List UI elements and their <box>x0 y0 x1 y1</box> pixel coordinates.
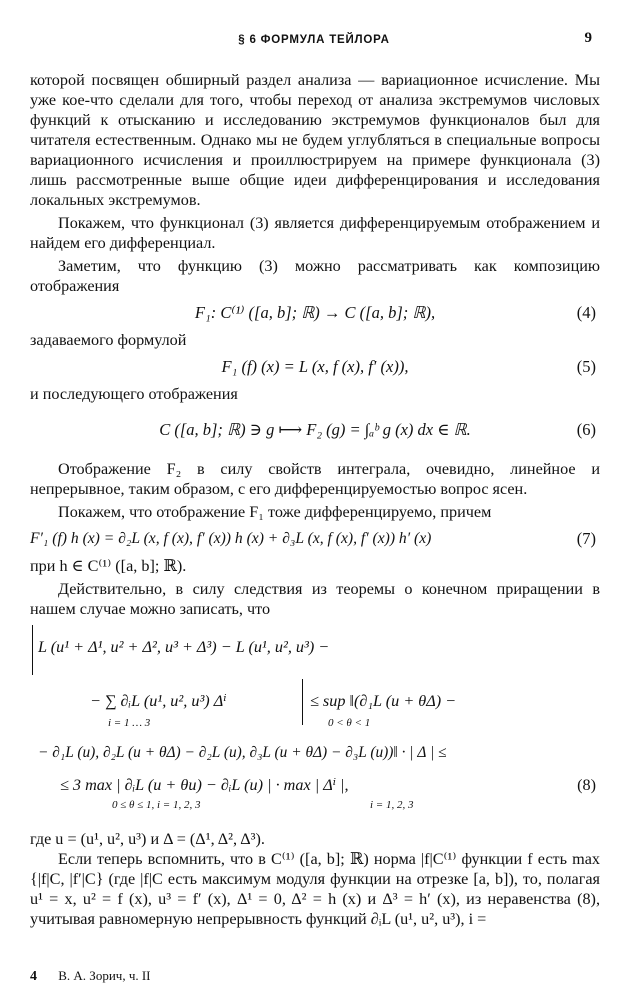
paragraph: и последующего отображения <box>30 385 238 403</box>
inequality-line: ≤ 3 max | ∂ᵢL (u + θu) − ∂ᵢL (u) | · max | Δⁱ |, <box>60 776 349 794</box>
equation-number: (7) <box>576 529 596 548</box>
paragraph: Заметим, что функцию (3) можно рассматривать как композицию отображения <box>30 257 600 295</box>
signature-text: В. А. Зорич, ч. II <box>58 968 151 983</box>
inequality-line: ≤ sup ‖(∂₁L (u + θΔ) − <box>310 692 457 710</box>
sup-subscript: 0 < θ < 1 <box>328 717 371 729</box>
paragraph: где u = (u¹, u², u³) и Δ = (Δ¹, Δ², Δ³). <box>30 830 265 848</box>
equation <box>30 296 600 330</box>
signature-footer <box>30 968 151 985</box>
max-subscript: i = 1, 2, 3 <box>370 799 414 811</box>
equation <box>30 522 600 556</box>
equation-number: (5) <box>576 357 596 376</box>
page-number: 9 <box>584 30 592 46</box>
signature-number: 4 <box>30 969 37 984</box>
sum-limits: i = 1 … 3 <box>108 717 151 729</box>
equation-number: (4) <box>576 303 596 322</box>
paragraph: которой посвящен обширный раздел анализа — вариационное исчисление. Мы уже кое-что сделали для того, чтобы переход от анализа экстремумов числовых функций к отысканию и исследованию экстремумов функционалов был для читателя естественным. Однако мы не будем углубляться в специальные вопросы вариационного исчисления и проиллюстрируем на примере функционала (3) лишь рассмотренные выше общие идеи дифференцирования и исследования локальных экстремумов. <box>30 71 600 209</box>
paragraph: Отображение F₂ в силу свойств интеграла, очевидно, линейное и непрерывное, таким образом, с его дифференцируемостью вопрос ясен. <box>30 460 600 498</box>
page-body <box>30 70 600 929</box>
inequality-line: − ∂₁L (u), ∂₂L (u + θΔ) − ∂₂L (u), ∂₃L (u + θΔ) − ∂₃L (u))‖ · | Δ | ≤ <box>38 744 447 761</box>
equation <box>30 350 600 384</box>
paragraph: Покажем, что отображение F₁ тоже дифференцируемо, причем <box>58 503 492 521</box>
paragraph: Действительно, в силу следствия из теоремы о конечном приращении в нашем случае можно записать, что <box>30 580 600 618</box>
inequality-line: − ∑ ∂ᵢL (u¹, u², u³) Δⁱ <box>90 692 227 710</box>
paragraph: Если теперь вспомнить, что в C⁽¹⁾ ([a, b]; ℝ) норма |f|C⁽¹⁾ функции f есть max {|f|C, |f′|C} (где |f|C есть максимум модуля функции на отрезке [a, b]), то, полагая u¹ = x, u² = f (x), u³ = f′ (x), Δ¹ = 0, Δ² = h (x) и Δ³ = h′ (x), из неравенства (8), учитывая равномерную непрерывность функций ∂ᵢL (u¹, u², u³), i = <box>30 850 600 928</box>
equation-number: (6) <box>576 420 596 439</box>
inequality-line: L (u¹ + Δ¹, u² + Δ², u³ + Δ³) − L (u¹, u², u³) − <box>38 638 330 656</box>
equation-formula: F₁: C⁽¹⁾ ([a, b]; ℝ) → C ([a, b]; ℝ), <box>194 303 436 322</box>
inequality-8 <box>30 619 600 829</box>
equation-formula: F₁ (f) (x) = L (x, f (x), f′ (x)), <box>221 357 409 376</box>
paragraph: при h ∈ C⁽¹⁾ ([a, b]; ℝ). <box>30 557 187 575</box>
norm-bar-left <box>32 625 33 675</box>
equation-formula: F′₁ (f) h (x) = ∂₂L (x, f (x), f′ (x)) h (x) + ∂₃L (x, f (x), f′ (x)) h′ (x) <box>30 530 432 547</box>
max-subscript: 0 ≤ θ ≤ 1, i = 1, 2, 3 <box>112 799 201 811</box>
equation <box>30 404 600 456</box>
paragraph: задаваемого формулой <box>30 331 187 349</box>
norm-bar-right <box>302 679 303 725</box>
equation-formula: C ([a, b]; ℝ) ∋ g ⟼ F₂ (g) = ∫ₐᵇ g (x) dx ∈ ℝ. <box>159 420 471 439</box>
equation-number: (8) <box>577 776 596 794</box>
paragraph: Покажем, что функционал (3) является дифференцируемым отображением и найдем его дифференциал. <box>30 214 600 252</box>
section-title: § 6 ФОРМУЛА ТЕЙЛОРА <box>238 34 390 46</box>
